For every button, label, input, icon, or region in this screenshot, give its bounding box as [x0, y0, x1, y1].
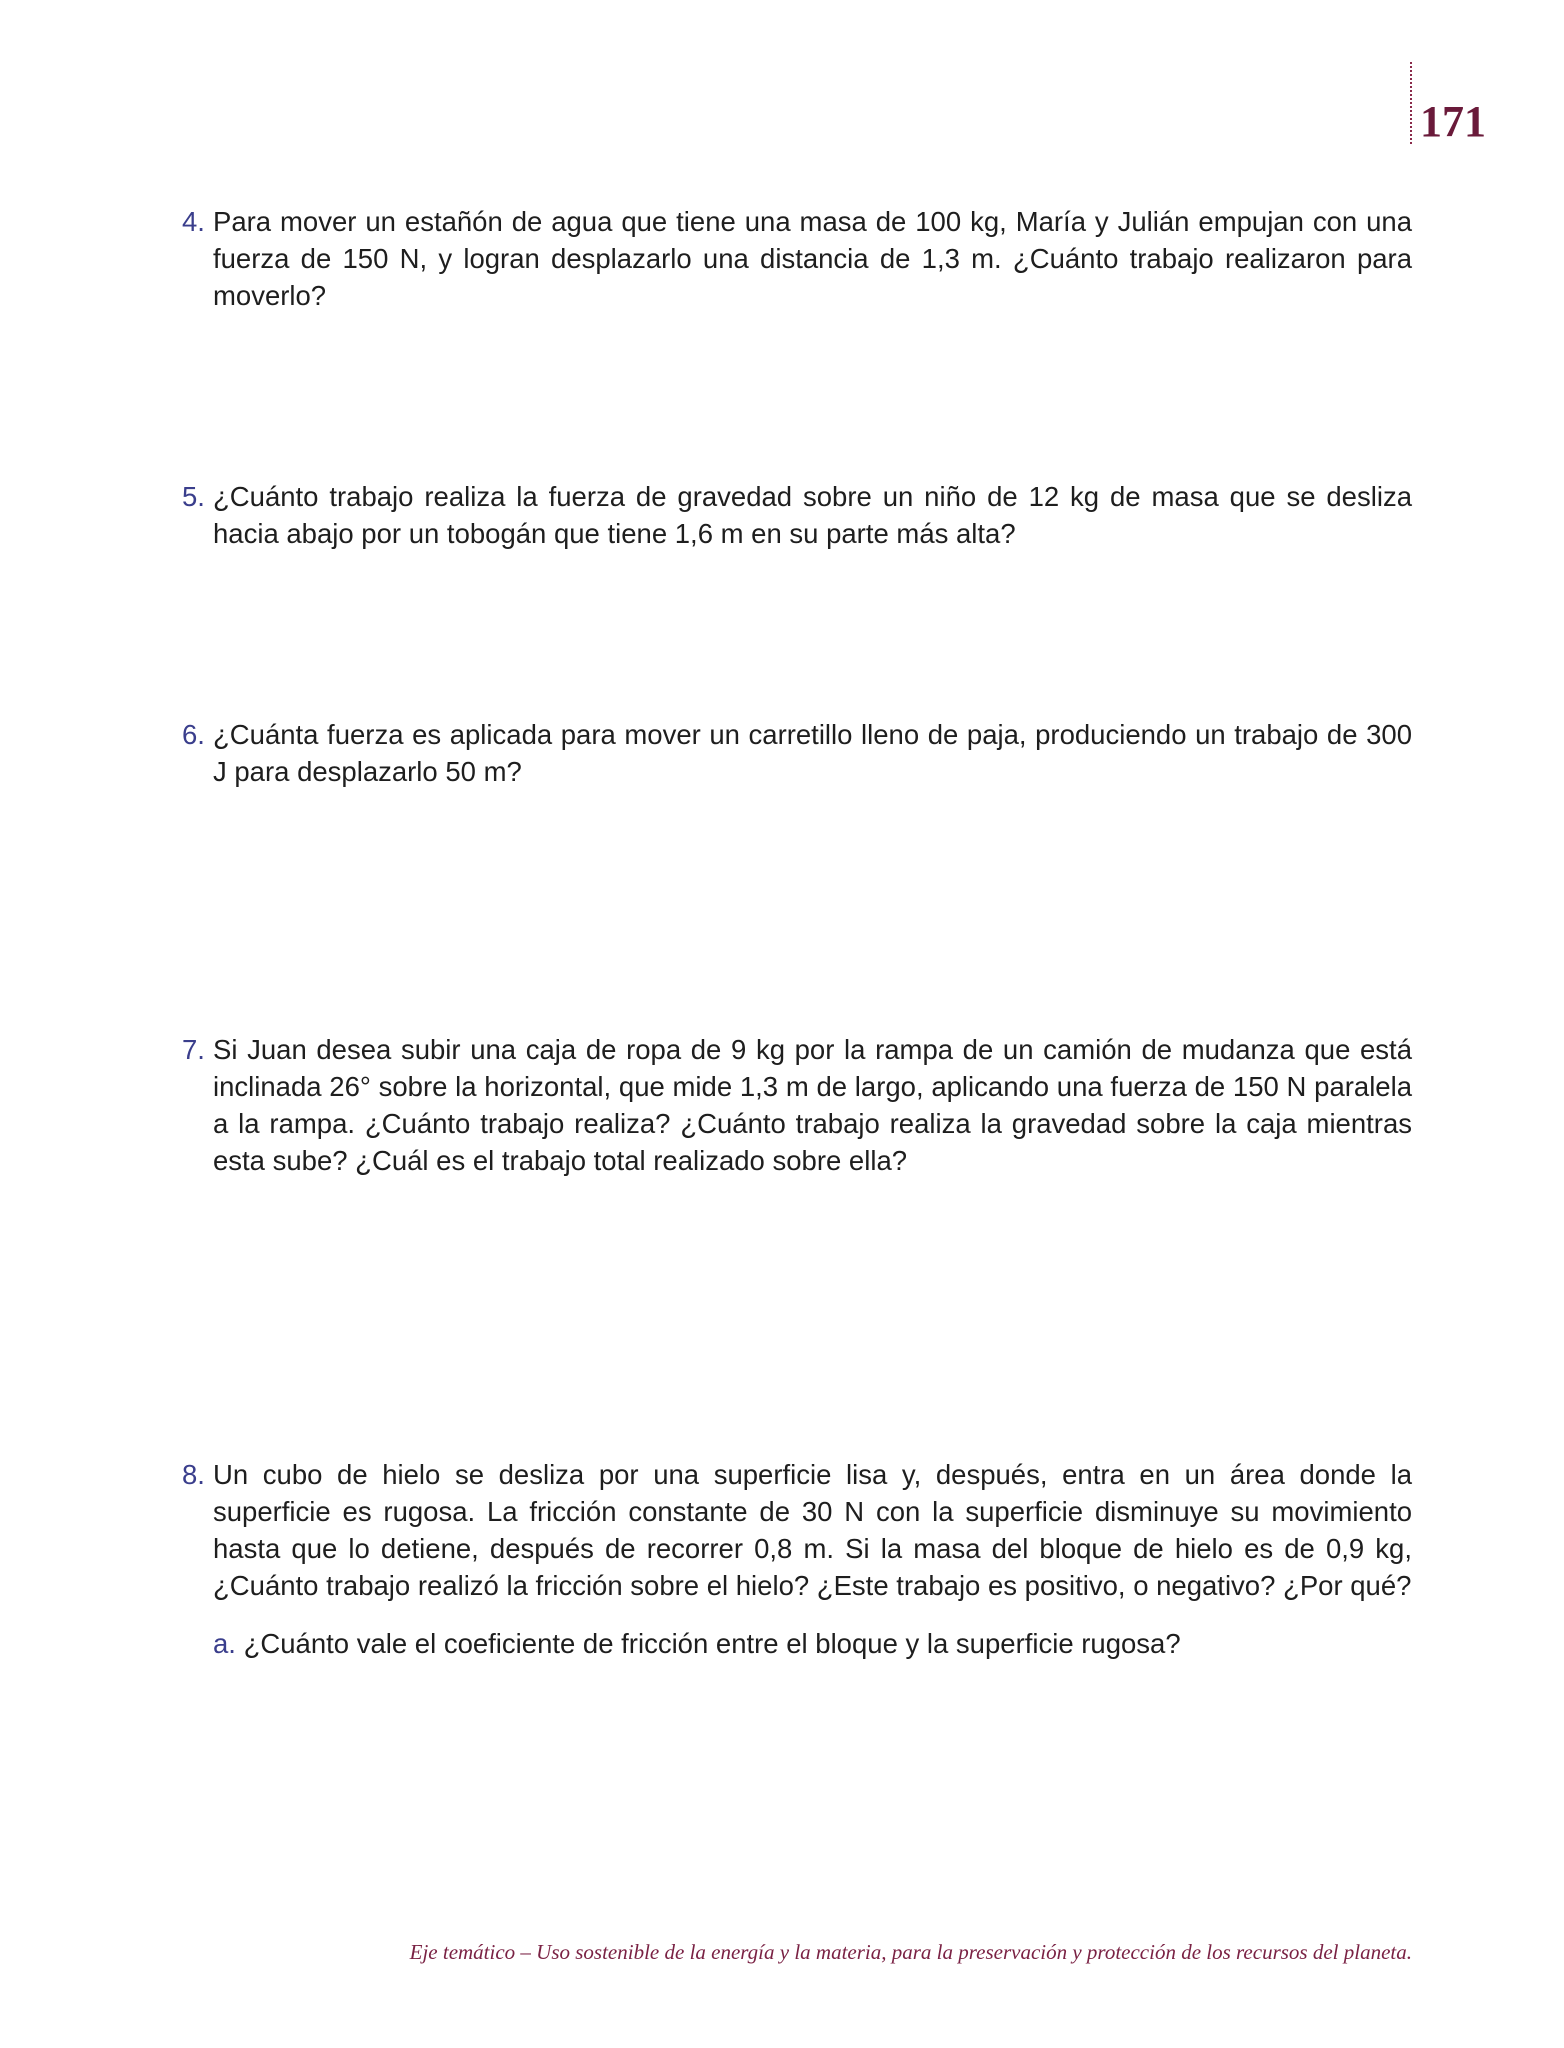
subitem-letter: a. — [213, 1628, 236, 1659]
problem-number: 5. — [182, 481, 205, 512]
subitem-a — [213, 1625, 1413, 1662]
problem-4 — [182, 203, 1412, 314]
subitem-text: ¿Cuánto vale el coeficiente de fricción entre el bloque y la superficie rugosa? — [243, 1628, 1181, 1659]
problem-5 — [182, 478, 1412, 552]
problem-text: Para mover un estañón de agua que tiene una masa de 100 kg, María y Julián empujan con una fuerza de 150 N, y logran desplazarlo una distancia de 1,3 m. ¿Cuánto trabajo realizaron para moverlo? — [213, 206, 1412, 311]
problem-number: 7. — [182, 1034, 205, 1065]
problem-text: Un cubo de hielo se desliza por una superficie lisa y, después, entra en un área donde la superficie es rugosa. La fricción constante de 30 N con la superficie disminuye su movimiento hasta que lo detiene, después de recorrer 0,8 m. Si la masa del bloque de hielo es de 0,9 kg, ¿Cuánto trabajo realizó la fricción sobre el hielo? ¿Este trabajo es positivo, o negativo? ¿Por qué? — [213, 1459, 1412, 1601]
problem-text: ¿Cuánta fuerza es aplicada para mover un carretillo lleno de paja, produciendo un trabajo de 300 J para desplazarlo 50 m? — [213, 719, 1412, 787]
problem-number: 4. — [182, 206, 205, 237]
footer-theme: Eje temático – Uso sostenible de la energía y la materia, para la preservación y protección de los recursos del planeta. — [409, 1940, 1412, 1964]
problem-number: 6. — [182, 719, 205, 750]
problem-text: Si Juan desea subir una caja de ropa de 9 kg por la rampa de un camión de mudanza que está inclinada 26° sobre la horizontal, que mide 1,3 m de largo, aplicando una fuerza de 150 N paralela a la rampa. ¿Cuánto trabajo realiza? ¿Cuánto trabajo realiza la gravedad sobre la caja mientras esta sube? ¿Cuál es el trabajo total realizado sobre ella? — [213, 1034, 1412, 1176]
problem-6 — [182, 716, 1412, 790]
page-number-divider — [1410, 62, 1412, 144]
page-number: 171 — [1420, 97, 1486, 146]
problem-text: ¿Cuánto trabajo realiza la fuerza de gravedad sobre un niño de 12 kg de masa que se desliza hacia abajo por un tobogán que tiene 1,6 m en su parte más alta? — [213, 481, 1412, 549]
problem-number: 8. — [182, 1459, 205, 1490]
problem-7 — [182, 1031, 1412, 1179]
problem-8 — [182, 1456, 1412, 1604]
